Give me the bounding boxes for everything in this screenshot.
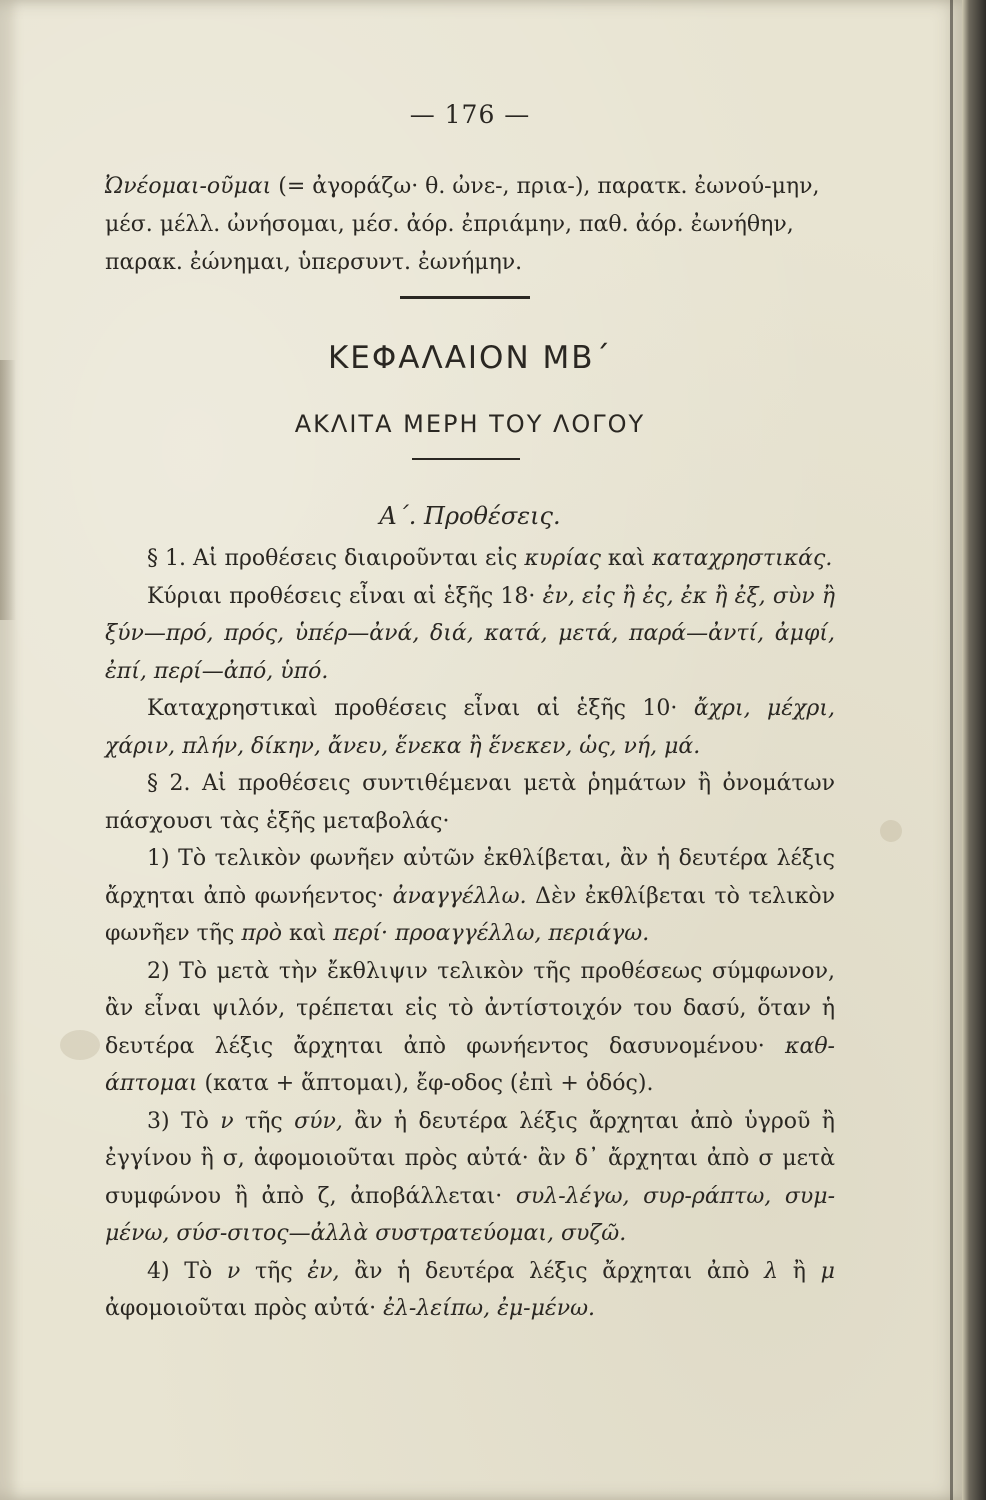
binding-shadow (950, 0, 953, 1500)
text-run: ἂν ἡ δευτέρα λέξις ἄρχηται ἀπὸ ὑγροῦ ἢ ἐγγίνου ἢ σ, ἀφομοιοῦται πρὸς αὐτά· ἂν δ᾽ ἄρχηται ἀπὸ σ μετὰ συμφώνου ἢ ἀπὸ ζ, ἀποβάλλεται· (105, 1108, 835, 1209)
text-run: 4) Τὸ (147, 1258, 227, 1284)
text-run: ἢ (778, 1258, 821, 1284)
text-run-italic: ἐν, (307, 1258, 340, 1284)
intro-text: (= ἀγοράζω· θ. ὠνε-, πρια-), παρατκ. ἐωνού-μην, μέσ. μέλλ. ὠνήσομαι, μέσ. ἀόρ. ἐπριάμην, παθ. ἀόρ. ἐωνήθην, παρακ. ἐώνημαι, ὑπερσυντ. ἐωνήμην. (105, 174, 820, 275)
text-run: 2) Τὸ μετὰ τὴν ἔκθλιψιν τελικὸν τῆς προθέσεως σύμφωνον, ἂν εἶναι ψιλόν, τρέπεται εἰς τὸ ἀντίστοιχόν του δασύ, ὅταν ἡ δευτέρα λέξις ἄρχηται ἀπὸ φωνήεντος δασυνομένου· (105, 958, 835, 1059)
text-run-italic: πρὸ (241, 921, 282, 946)
text-run-italic: σύν, (294, 1108, 343, 1134)
text-run-italic: ν (226, 1258, 241, 1284)
paragraph (105, 1103, 835, 1253)
page-number: — 176 — (409, 100, 531, 129)
text-run-italic: ἐν, εἰς ἢ ἐς, ἐκ ἢ ἐξ, σὺν ἢ ξύν—πρό, πρός, ὑπέρ—ἀνά, διά, κατά, μετά, παρά—ἀντί, ἀμφί, ἐπί, περί—ἀπό, ὑπό. (105, 583, 835, 684)
intro-lemma: Ὠνέομαι-οῦμαι (105, 174, 272, 199)
text-run: Καταχρηστικαὶ προθέσεις εἶναι αἱ ἑξῆς 10· (147, 696, 694, 721)
text-run-italic: περί· προαγγέλλω, περιάγω. (333, 921, 650, 946)
text-run: ἀφομοιοῦται πρὸς αὐτά· (105, 1296, 384, 1321)
text-run-italic: ἐλ-λείπω, ἐμ-μένω. (383, 1296, 596, 1321)
section-title: Α΄. Προθέσεις. (379, 502, 561, 530)
page-edge (962, 0, 986, 1500)
paragraph (105, 578, 835, 691)
text-run: καὶ (600, 546, 653, 571)
text-run-italic: ἀναγγέλλω. (392, 883, 527, 909)
text-run: Κύριαι προθέσεις εἶναι αἱ ἑξῆς 18· (147, 583, 543, 609)
text-run-italic: κυρίας (524, 546, 601, 571)
paragraph (105, 690, 835, 765)
text-run-italic: συλ-λέγω, συρ-ράπτω, συμ-μένω, σύσ-σιτος—ἀλλὰ συστρατεύομαι, συζῶ. (105, 1183, 835, 1246)
text-run: § 1. Αἱ προθέσεις διαιροῦνται εἰς (147, 546, 525, 571)
text-run: (κατα + ἅπτομαι), ἔφ-οδος (ἐπὶ + ὁδός). (197, 1071, 654, 1096)
body-text (105, 540, 835, 1328)
worn-edge (0, 360, 16, 620)
text-run: Δὲν ἐκθλίβεται τὸ τελικὸν φωνῆεν τῆς (105, 883, 835, 946)
text-run: 3) Τὸ (147, 1108, 221, 1134)
text-run: ἂν ἡ δευτέρα λέξις ἄρχηται ἀπὸ (339, 1258, 765, 1284)
paragraph (105, 840, 835, 953)
divider-rule (412, 458, 520, 460)
text-run: 1) Τὸ τελικὸν φωνῆεν αὐτῶν ἐκθλίβεται, ἂν ἡ δευτέρα λέξις ἄρχηται ἀπὸ φωνήεντος· (105, 846, 835, 909)
text-run: τῆς (240, 1258, 308, 1284)
intro-entry (105, 168, 835, 282)
text-run-italic: καταχρηστικάς. (652, 546, 833, 571)
paragraph (105, 953, 835, 1103)
paragraph (105, 1253, 835, 1328)
text-run-italic: ν (220, 1108, 234, 1134)
paper-stain (60, 1030, 100, 1060)
paragraph (105, 540, 835, 578)
text-run-italic: μ (820, 1258, 835, 1284)
paper-stain (880, 820, 902, 842)
text-run-italic: ἄχρι, μέχρι, χάριν, πλήν, δίκην, ἄνευ, ἕνεκα ἢ ἕνεκεν, ὡς, νή, μά. (105, 696, 835, 759)
text-run-italic: λ (764, 1258, 779, 1284)
text-run-italic: καθ-άπτομαι (105, 1033, 835, 1096)
chapter-subtitle: ΑΚΛΙΤΑ ΜΕΡΗ ΤΟΥ ΛΟΓΟΥ (294, 410, 646, 438)
chapter-title: ΚΕΦΑΛΑΙΟΝ ΜΒ΄ (327, 340, 613, 376)
paragraph: § 2. Αἱ προθέσεις συντιθέμεναι μετὰ ῥημάτων ἢ ὀνομάτων πάσχουσι τὰς ἑξῆς μεταβολάς· (105, 771, 835, 834)
text-run: καὶ (281, 921, 334, 946)
text-run: τῆς (233, 1108, 295, 1134)
divider-rule (400, 296, 530, 299)
